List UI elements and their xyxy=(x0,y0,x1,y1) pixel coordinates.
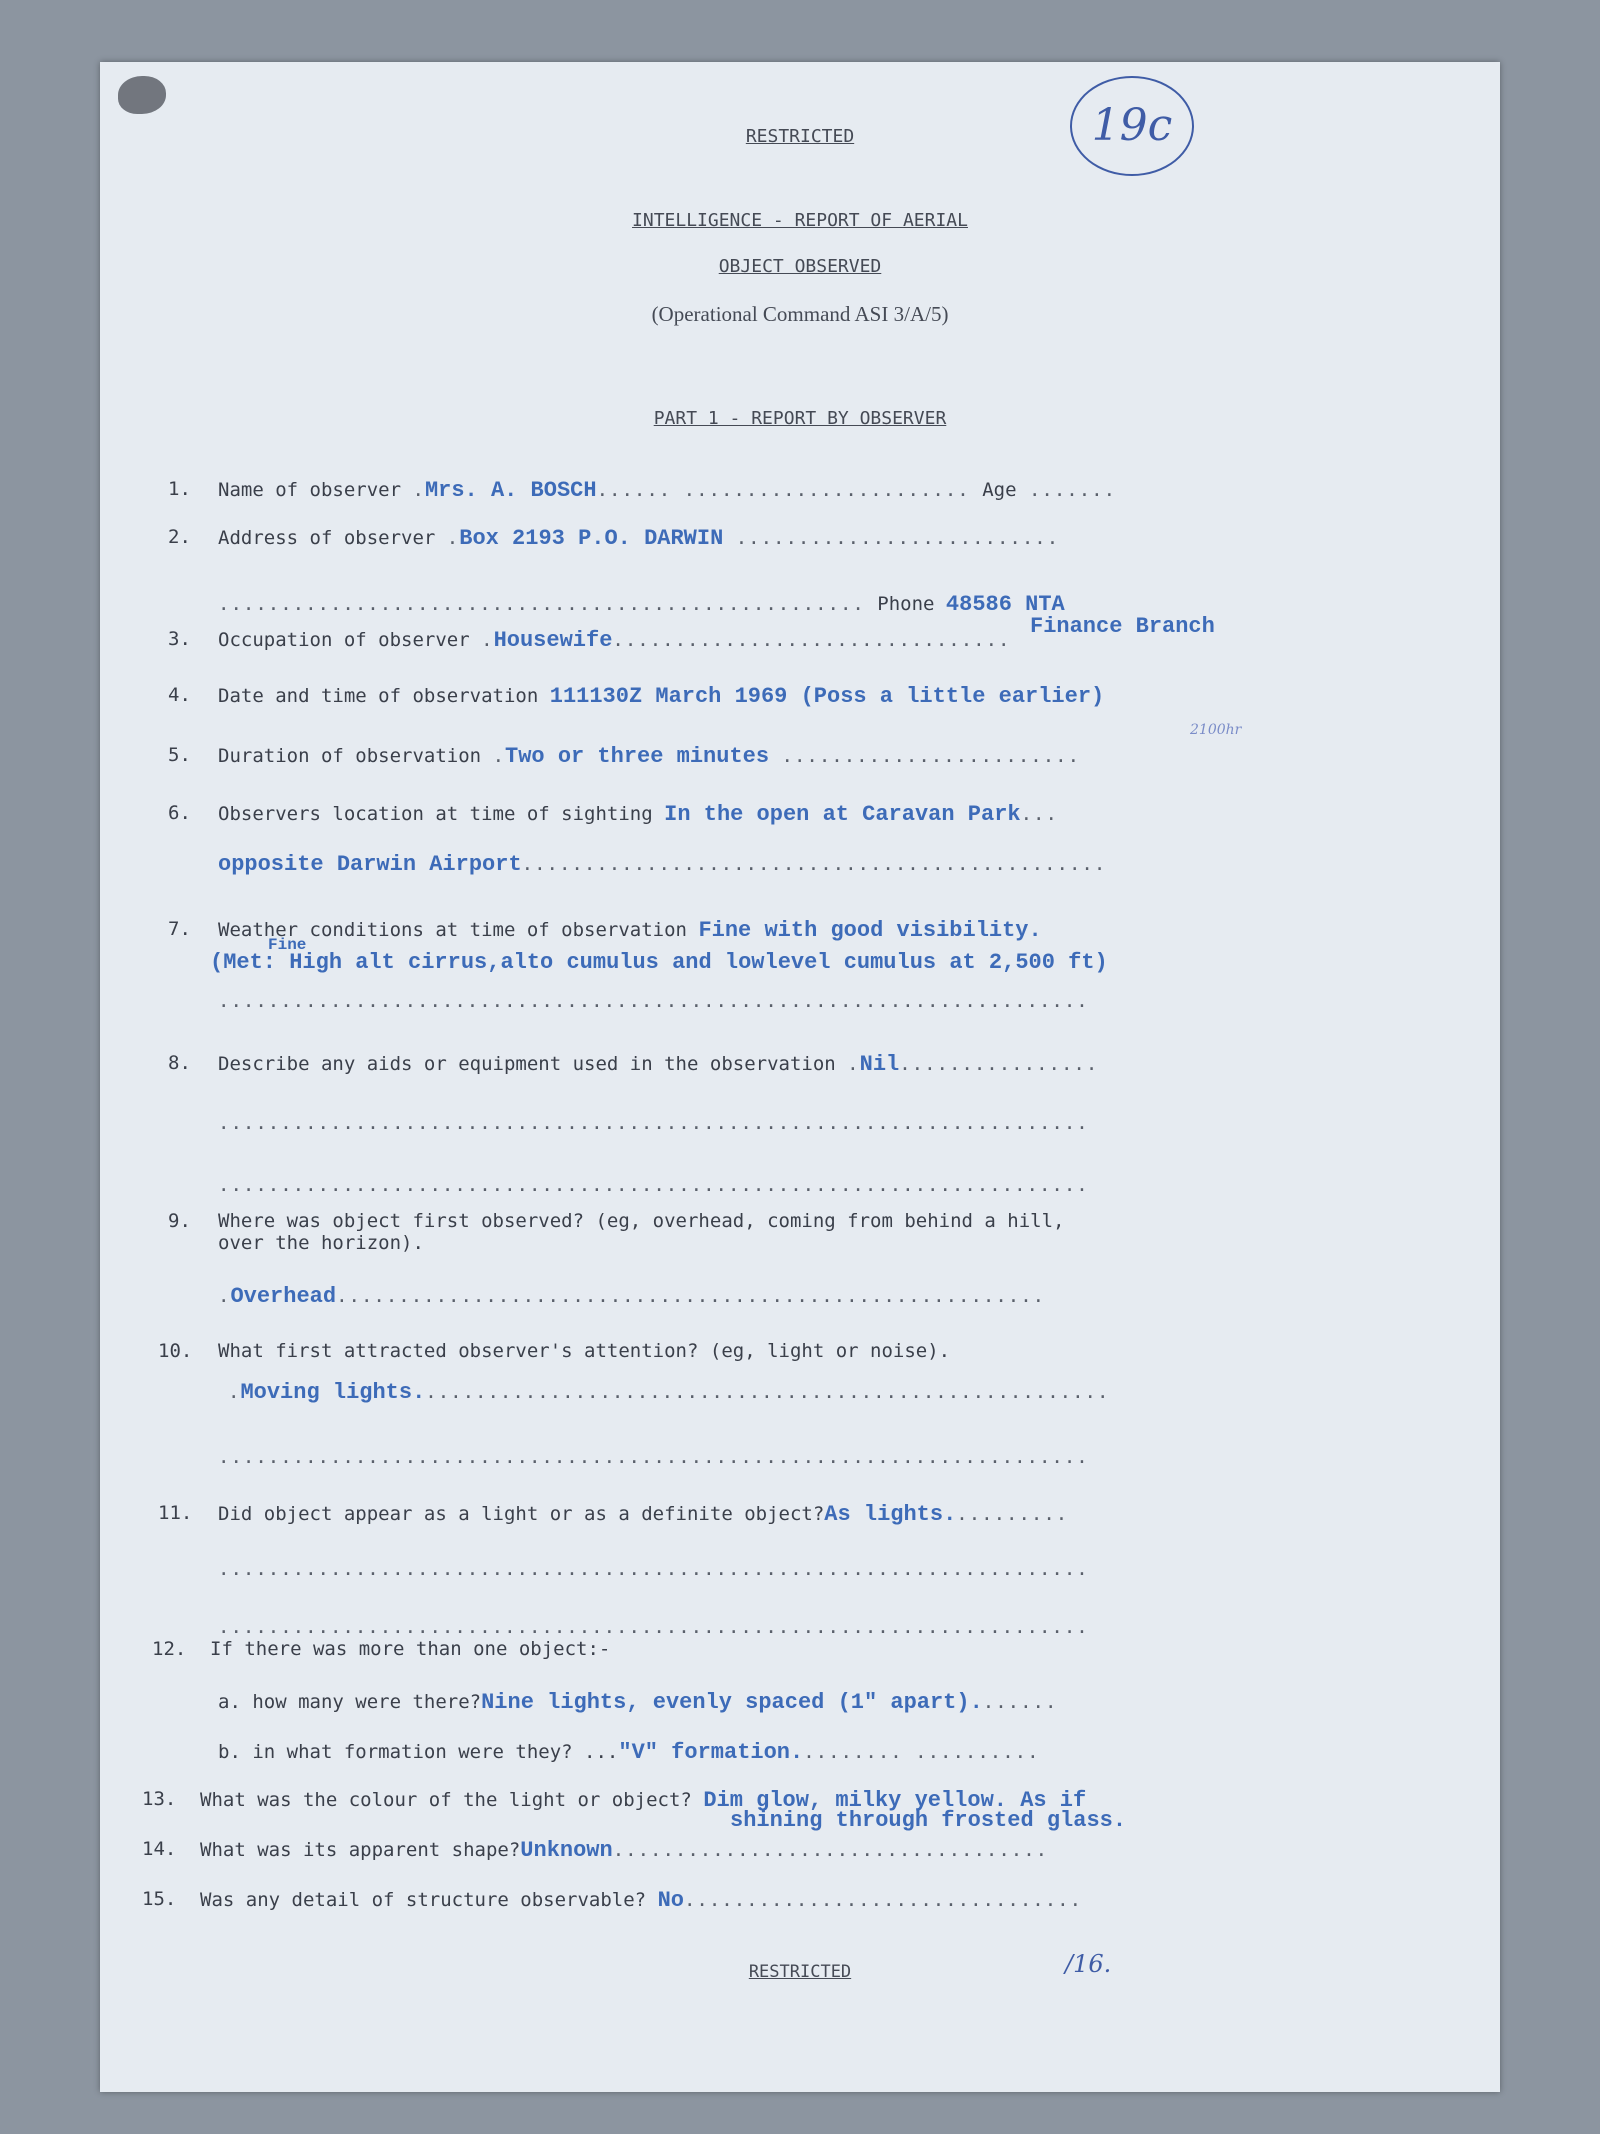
answer-location: In the open at Caravan Park xyxy=(664,802,1021,827)
answer-duration: Two or three minutes xyxy=(505,744,770,769)
label-first-observed: Where was object first observed? (eg, overhead, coming from behind a hill, xyxy=(218,1210,1065,1232)
answer-colour: Dim glow, milky yellow. As if xyxy=(703,1788,1087,1813)
label-light-or-object: Did object appear as a light or as a definite object? xyxy=(218,1503,825,1525)
label-attention: What first attracted observer's attention? (eg, light or noise). xyxy=(218,1340,951,1362)
answer-occupation: Housewife xyxy=(493,628,613,653)
answer-colour-2: shining through frosted glass. xyxy=(730,1808,1127,1833)
label-shape: What was its apparent shape? xyxy=(200,1839,521,1861)
label-structure: Was any detail of structure observable? xyxy=(200,1889,647,1911)
page-reference-circle: 19c xyxy=(1070,76,1194,176)
answer-formation: "V" formation. xyxy=(618,1740,804,1765)
label-weather: Weather conditions at time of observation xyxy=(218,919,687,941)
answer-phone-dept: Finance Branch xyxy=(1030,614,1215,639)
answer-weather: Fine with good visibility. xyxy=(698,918,1042,943)
answer-weather-overtype: Fine xyxy=(268,936,307,954)
label-phone: Phone xyxy=(877,593,935,615)
punch-hole xyxy=(118,76,166,114)
label-duration: Duration of observation xyxy=(218,745,482,767)
answer-address: Box 2193 P.O. DARWIN xyxy=(459,526,724,551)
classification-footer: RESTRICTED xyxy=(748,1962,852,1982)
dotted-line: ...................................................................... xyxy=(218,1446,1089,1468)
label-name-of-observer: Name of observer xyxy=(218,479,402,501)
part-title: PART 1 - REPORT BY OBSERVER xyxy=(653,408,947,429)
report-page: RESTRICTED 19c INTELLIGENCE - REPORT OF AERIAL OBJECT OBSERVED (Operational Command ASI 3/A/5) PART 1 - REPORT BY OBSERVER 1. Name of observer .Mrs. A. BOSCH...... ....................... Age ....... 2. Address of observer .Box 2193 P.O. DARWIN .......................... .................................................... Phone 48586 NTA Finance Branch 3. Occupation of observer .Housewife................................ 4. Date and time of observation 111130Z March 1969 (Poss a little earlier) 2100hr 5. Duration of observation .Two or three minutes ........................ 6. Observers location at time of sighting In the open at Caravan Park... opposite Darwin Airport............................................... 7. Weather conditions at time of observation Fine with good visibility. Fine (Met: High alt cirrus,alto cumulus and lowlevel cumulus at 2,500 ft) ...................................................................... 8. Describe any aids or equipment used in the observation .Nil................ ...................................................................... ...................................................................... 9. Where was object first observed? (eg, overhead, coming from behind a hill, over the horizon). .Overhead......................................................... 10. What first attracted observer's attention? (eg, light or noise). .Moving lights........................................................ ...................................................................... 11. Did object appear as a light or as a definite object?As lights.......... ...................................................................... ...................................................................... 12. If there was more than one object:- a. how many were there?Nine lights, evenly spaced (1" apart)....... b. in what formation were they? ..."V" formation......... .......... 13. What was the colour of the light or object? Dim glow, milky yellow. As if shining through frosted glass. 14. What was its apparent shape?Unknown................................... 15. Was any detail of structure observable? No................................ RESTRICTED /16. xyxy=(100,62,1500,2092)
report-title-line2: OBJECT OBSERVED xyxy=(718,256,882,277)
label-aids: Describe any aids or equipment used in the observation xyxy=(218,1053,836,1075)
dotted-line: ...................................................................... xyxy=(218,1174,1089,1196)
answer-first-observed: Overhead xyxy=(230,1284,337,1309)
report-title-line1: INTELLIGENCE - REPORT OF AERIAL xyxy=(632,210,968,231)
label-age: Age xyxy=(982,479,1017,501)
answer-date-time: 111130Z March 1969 (Poss a little earlier) xyxy=(549,684,1105,709)
answer-light-or-object: As lights. xyxy=(824,1502,957,1527)
dotted-line: ...................................................................... xyxy=(218,990,1089,1012)
label-location: Observers location at time of sighting xyxy=(218,803,653,825)
label-address: Address of observer xyxy=(218,527,436,549)
label-how-many: a. how many were there? xyxy=(218,1691,482,1713)
dotted-line: ...................................................................... xyxy=(218,1558,1089,1580)
report-reference: (Operational Command ASI 3/A/5) xyxy=(651,302,949,326)
answer-name: Mrs. A. BOSCH xyxy=(424,478,597,503)
label-formation: b. in what formation were they? ... xyxy=(218,1741,619,1763)
label-occupation: Occupation of observer xyxy=(218,629,470,651)
label-first-observed-2: over the horizon). xyxy=(218,1232,424,1254)
label-date-time: Date and time of observation xyxy=(218,685,539,707)
label-more-than-one: If there was more than one object:- xyxy=(210,1638,611,1660)
pencil-note-time: 2100hr xyxy=(1190,722,1242,738)
classification-header: RESTRICTED xyxy=(745,126,855,147)
answer-attention: Moving lights. xyxy=(240,1380,426,1405)
answer-aids: Nil xyxy=(859,1052,900,1077)
label-colour: What was the colour of the light or object? xyxy=(200,1789,692,1811)
answer-phone: 48586 NTA xyxy=(945,592,1065,617)
dotted-line: ...................................................................... xyxy=(218,1112,1089,1134)
page-number: /16. xyxy=(1065,1950,1112,1978)
answer-weather-met: (Met: High alt cirrus,alto cumulus and lowlevel cumulus at 2,500 ft) xyxy=(210,950,1108,975)
answer-shape: Unknown xyxy=(520,1838,613,1863)
answer-how-many: Nine lights, evenly spaced (1" apart). xyxy=(481,1690,983,1715)
answer-structure: No xyxy=(657,1888,684,1913)
dotted-line: ...................................................................... xyxy=(218,1616,1089,1638)
answer-location-2: opposite Darwin Airport xyxy=(218,852,522,877)
